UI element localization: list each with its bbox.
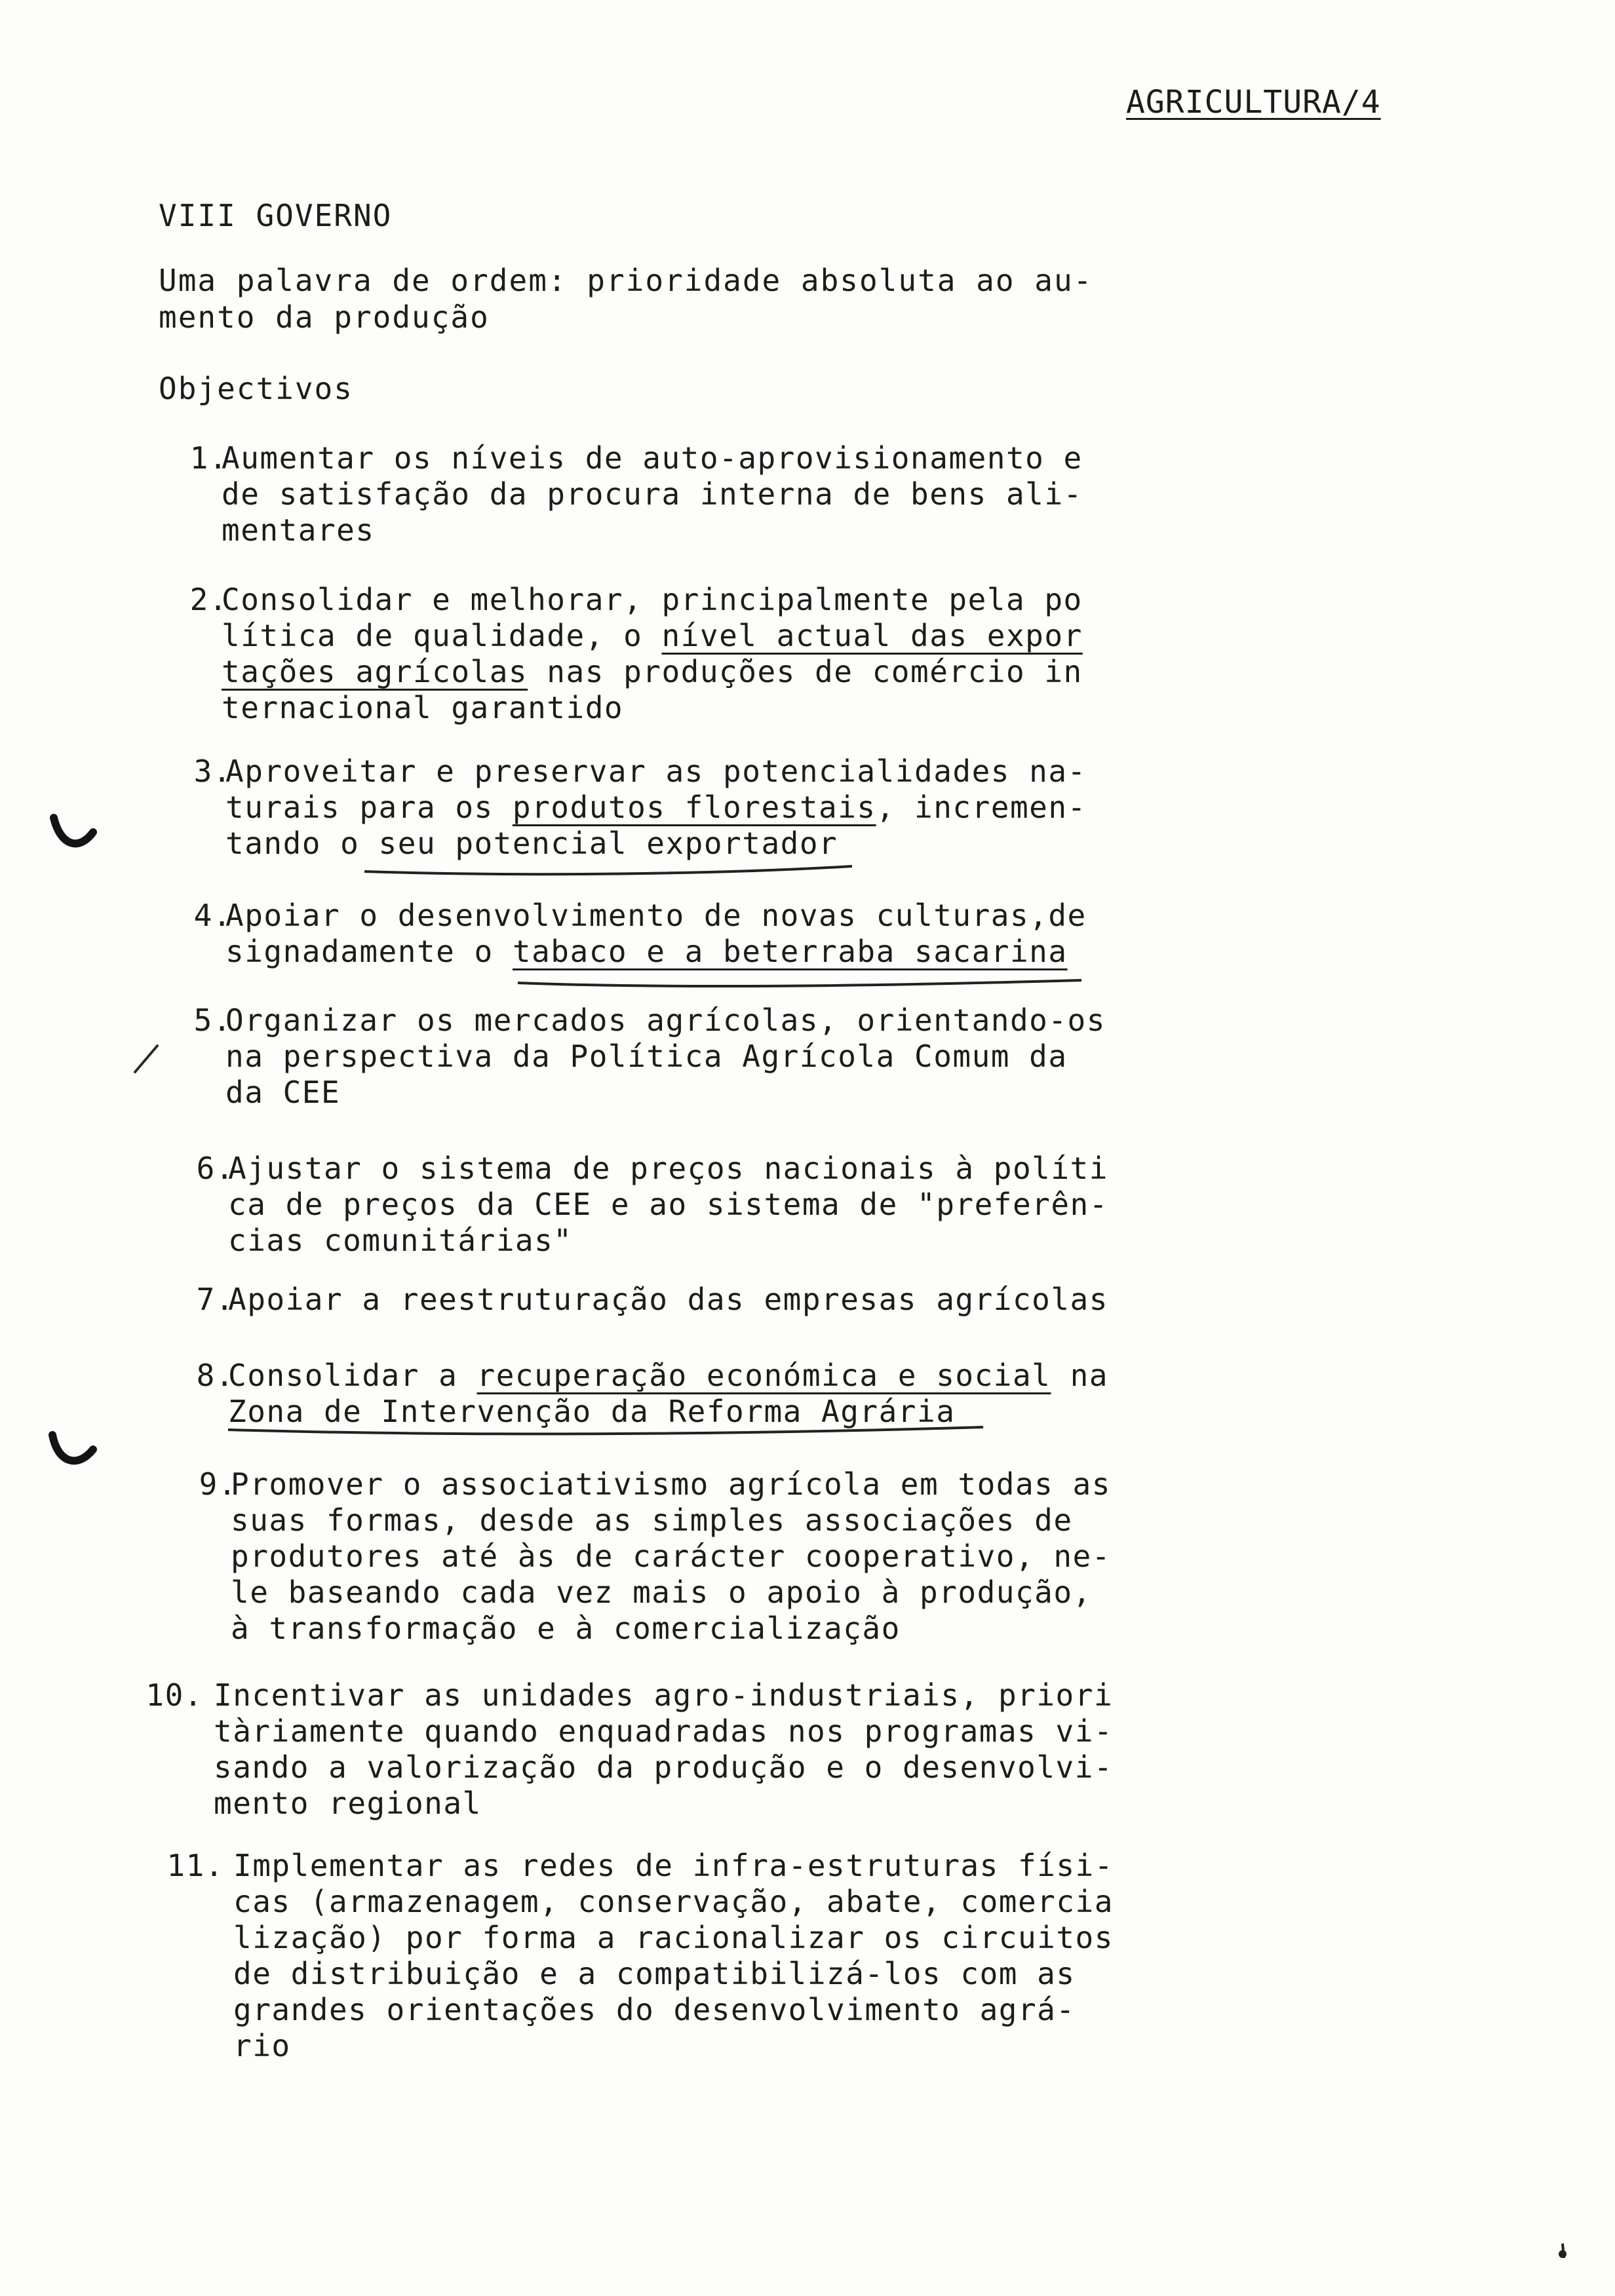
objective-item-8 <box>196 1358 1146 1430</box>
item-text-part: Consolidar a <box>228 1358 477 1393</box>
underlined-text: recuperação económica e social <box>477 1358 1051 1393</box>
check-mark-icon <box>54 818 93 843</box>
item-number: 4. <box>193 898 232 933</box>
objective-item-11 <box>166 1848 1151 2064</box>
objective-item-7 <box>196 1282 1146 1318</box>
objective-item-6 <box>196 1151 1146 1259</box>
government-title: VIII GOVERNO <box>159 198 393 233</box>
objective-item-4 <box>193 898 1143 970</box>
item-number: 9. <box>199 1466 237 1502</box>
item-text-part: , incremen- tando o seu potencial exportador <box>225 790 1087 861</box>
item-number: 1. <box>189 440 228 476</box>
item-number: 11. <box>166 1848 224 1883</box>
item-text: Implementar as redes de infra-estruturas físi- cas (armazenagem, conservação, abate, comercia lização) por forma a racionalizar os circuitos de distribuição e a compatibilizá-los com as grandes orientações do desenvolvimento agrá- rio <box>233 1848 1114 2063</box>
item-text-part: Aproveitar e preservar as potencialidades na- turais para os <box>225 754 1087 825</box>
item-number: 3. <box>193 754 232 789</box>
objective-item-1 <box>189 440 1139 548</box>
ink-stroke <box>1563 2244 1564 2258</box>
item-text: Organizar os mercados agrícolas, orientando-os na perspectiva da Política Agrícola Comum da da CEE <box>225 1003 1106 1110</box>
objective-item-10 <box>146 1677 1151 1822</box>
objective-item-2 <box>189 582 1139 726</box>
item-text-part: na Zona de Intervenção da Reforma Agrária <box>228 1358 1108 1429</box>
item-text <box>228 1358 1146 1430</box>
objective-item-5 <box>193 1003 1143 1111</box>
item-text: Aumentar os níveis de auto-aprovisionamento e de satisfação da procura interna de bens ali- mentares <box>222 440 1083 548</box>
objectives-heading: Objectivos <box>159 371 353 406</box>
ink-dot <box>1559 2250 1566 2258</box>
item-number: 5. <box>193 1003 232 1038</box>
item-text: Ajustar o sistema de preços nacionais à políti ca de preços da CEE e ao sistema de "preferên- cias comunitárias" <box>228 1151 1108 1258</box>
item-text: Promover o associativismo agrícola em todas as suas formas, desde as simples associações de produtores até às de carácter cooperativo, ne- le baseando cada vez mais o apoio à produção, à transformação e à comercialização <box>231 1466 1111 1646</box>
item-number: 7. <box>196 1282 235 1317</box>
item-text: Incentivar as unidades agro-industriais, priori tàriamente quando enquadradas nos programas vi- sando a valorização da produção e o desenvolvi- mento regional <box>214 1677 1114 1821</box>
item-text <box>225 898 1143 970</box>
check-mark-icon <box>52 1435 93 1461</box>
tick-mark-icon <box>135 1046 157 1072</box>
item-number: 6. <box>196 1151 235 1186</box>
item-text <box>225 754 1143 862</box>
underline-stroke <box>518 980 1081 986</box>
underlined-text: tabaco e a beterraba sacarina <box>512 934 1068 969</box>
item-text <box>222 582 1139 726</box>
underlined-text: nível actual das expor tações agrícolas <box>222 618 1083 689</box>
item-text: Apoiar a reestruturação das empresas agrícolas <box>228 1282 1108 1317</box>
objective-item-9 <box>199 1466 1148 1647</box>
item-text-part: Consolidar e melhorar, principalmente pela po lítica de qualidade, o <box>222 582 1083 653</box>
motto-text: Uma palavra de ordem: prioridade absoluta ao au- mento da produção <box>159 263 1093 335</box>
header-reference: AGRICULTURA/4 <box>1126 84 1381 121</box>
item-number: 8. <box>196 1358 235 1393</box>
item-number: 2. <box>189 582 228 617</box>
underlined-text: produtos florestais <box>512 790 876 825</box>
underline-stroke <box>364 866 852 874</box>
item-text-part: Apoiar o desenvolvimento de novas culturas,de signadamente o <box>225 898 1087 969</box>
objective-item-3 <box>193 754 1143 862</box>
item-text-part: nas produções de comércio in ternacional garantido <box>222 654 1083 725</box>
item-number: 10. <box>146 1677 203 1713</box>
